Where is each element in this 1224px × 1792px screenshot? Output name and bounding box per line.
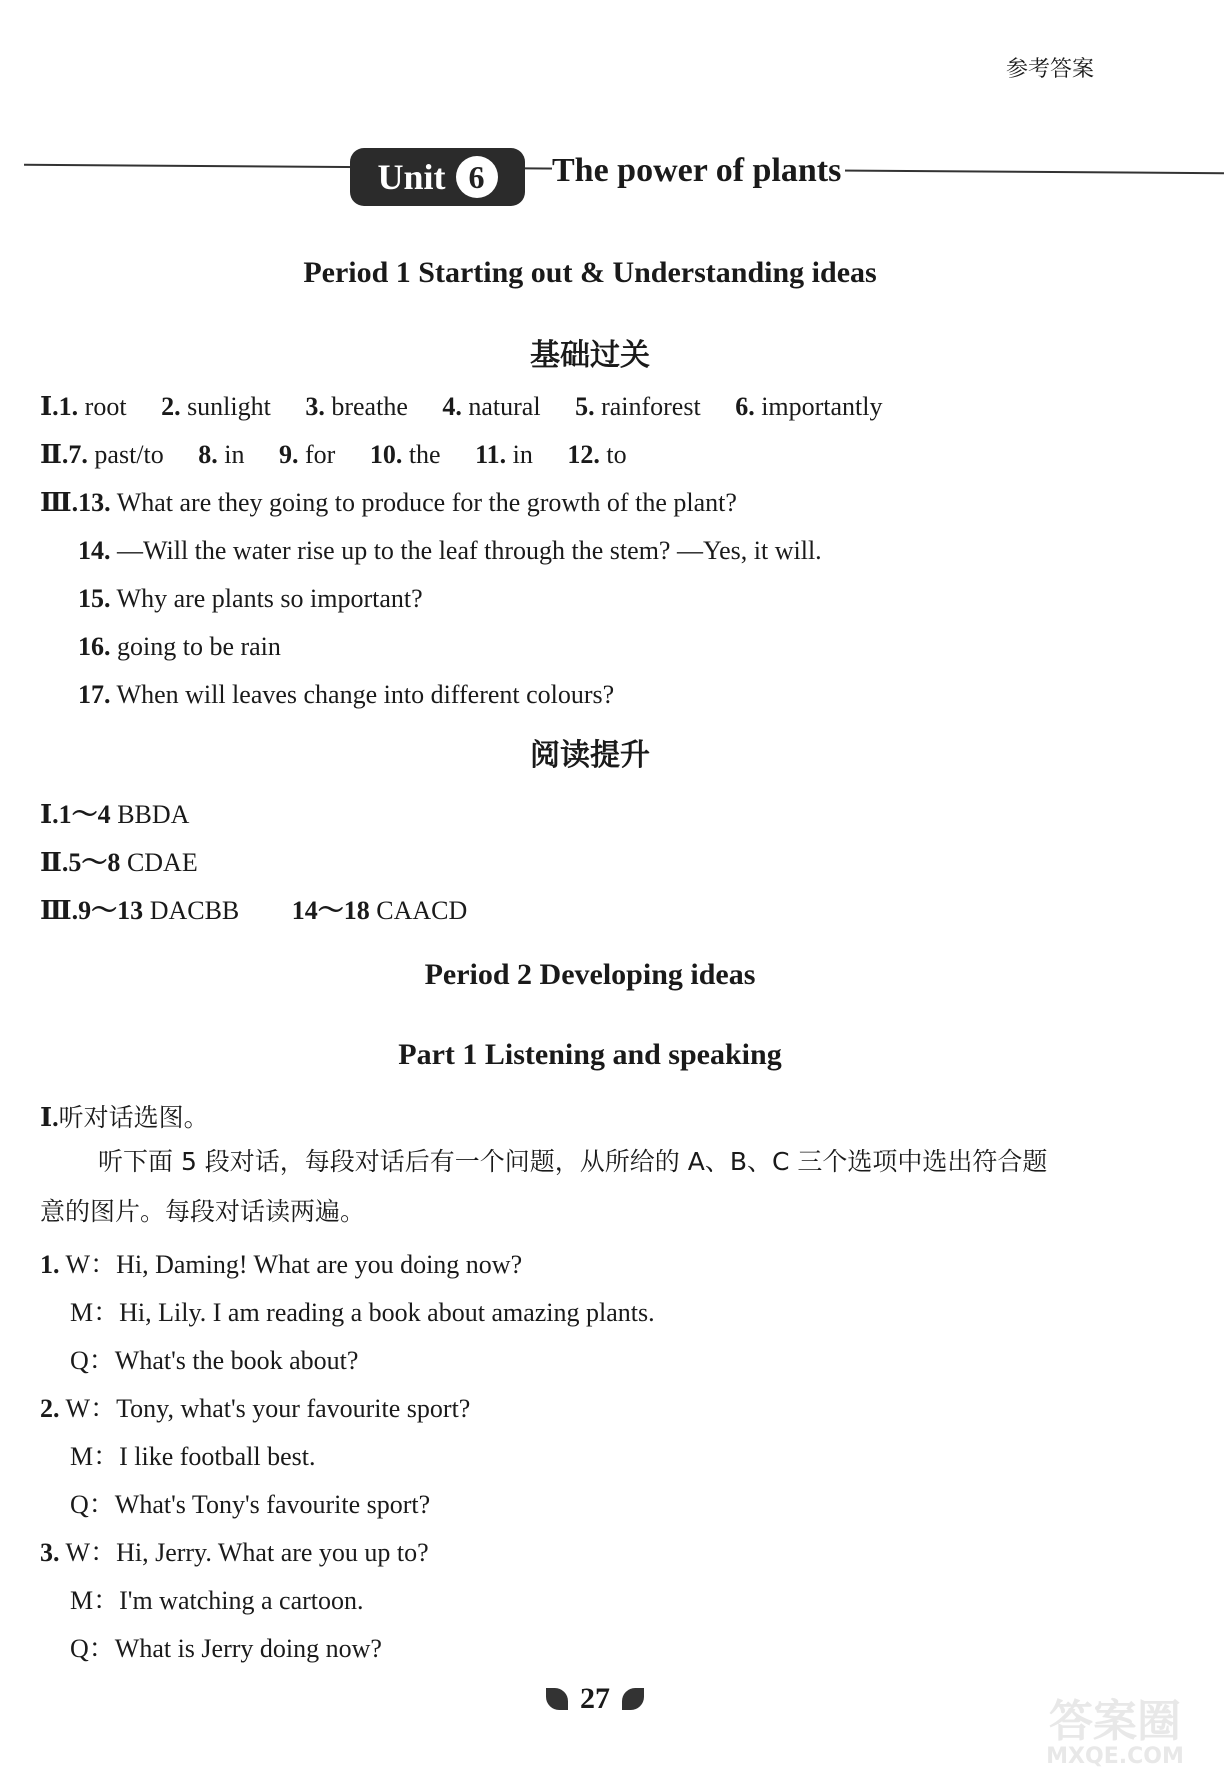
unit-title: The power of plants (552, 152, 845, 190)
dialogue-2-m: M：I like football best. (70, 1442, 316, 1471)
dialogue-1-m: M：Hi, Lily. I am reading a book about amazing plants. (70, 1298, 655, 1327)
dialogue-3-q: Q：What is Jerry doing now? (70, 1634, 382, 1663)
answer-row-2: Ⅱ.7. past/to 8. in 9. for 10. the 11. in 12. to (40, 440, 627, 469)
reading-row-1: Ⅰ.1～4 BBDA (40, 800, 190, 829)
period1-title: Period 1 Starting out & Understanding ideas (303, 256, 877, 289)
leaf-right-icon (622, 1688, 644, 1710)
dialogue-1-w: 1. W：Hi, Daming! What are you doing now? (40, 1250, 523, 1279)
page-number (0, 1682, 1190, 1716)
part1-title: Part 1 Listening and speaking (398, 1038, 782, 1071)
answer-row-1: Ⅰ.1. root 2. sunlight 3. breathe 4. natural 5. rainforest 6. importantly (40, 392, 883, 421)
dialogue-2-w: 2. W：Tony, what's your favourite sport? (40, 1394, 471, 1423)
unit-badge (350, 148, 525, 206)
dialogue-2-q: Q：What's Tony's favourite sport? (70, 1490, 431, 1519)
answer-13: Ⅲ.13. What are they going to produce for the growth of the plant? (40, 488, 737, 517)
answer-16: 16. going to be rain (78, 632, 281, 661)
reading-row-2: Ⅱ.5～8 CDAE (40, 848, 198, 877)
period2-title: Period 2 Developing ideas (424, 958, 756, 991)
answer-15: 15. Why are plants so important? (78, 584, 423, 613)
instruction-line-1: 听下面 5 段对话，每段对话后有一个问题，从所给的 A、B、C 三个选项中选出符合题 (98, 1147, 1048, 1176)
dialogue-3-m: M：I'm watching a cartoon. (70, 1586, 364, 1615)
dialogue-1-q: Q：What's the book about? (70, 1346, 359, 1375)
section-title-reading: 阅读提升 (530, 738, 650, 773)
answer-14: 14. —Will the water rise up to the leaf through the stem? —Yes, it will. (78, 536, 822, 565)
dialogue-3-w: 3. W：Hi, Jerry. What are you up to? (40, 1538, 429, 1567)
header-label: 参考答案 (1005, 57, 1094, 82)
instruction-line-2: 意的图片。每段对话读两遍。 (40, 1197, 366, 1226)
unit-number: 6 (456, 156, 498, 198)
watermark-logo: 答案圈 MXQE.COM (1046, 1696, 1184, 1769)
section-title-basic: 基础过关 (530, 338, 650, 373)
answer-17: 17. When will leaves change into different colours? (78, 680, 615, 709)
page-number-text: 27 (580, 1682, 610, 1715)
listening-heading: Ⅰ.听对话选图。 (40, 1103, 209, 1132)
leaf-left-icon (546, 1688, 568, 1710)
unit-word: Unit (377, 157, 446, 197)
reading-row-3: Ⅲ.9～13 DACBB 14～18 CAACD (40, 896, 468, 925)
